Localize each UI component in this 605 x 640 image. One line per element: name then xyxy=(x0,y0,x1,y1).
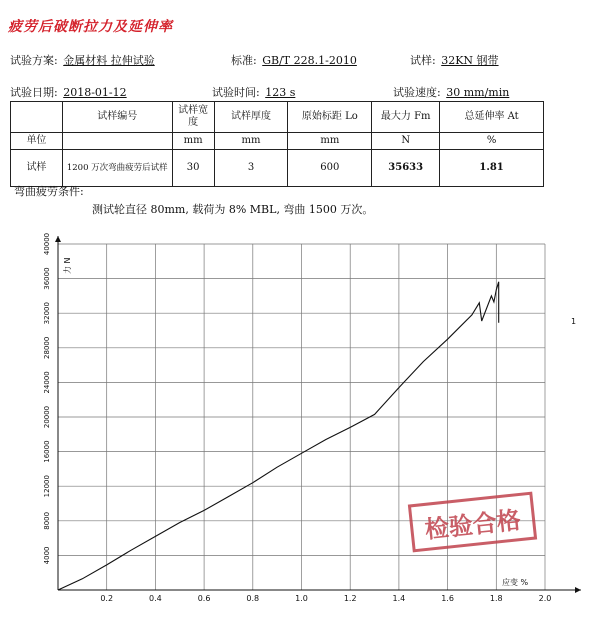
data-cell: 35633 xyxy=(372,150,440,187)
x-tick-label: 1.6 xyxy=(441,594,454,603)
time-label: 试验时间: xyxy=(212,86,260,99)
header-cell: 原始标距 Lo xyxy=(288,102,372,133)
x-tick-label: 0.4 xyxy=(149,594,162,603)
unit-cell: N xyxy=(372,133,440,150)
y-tick-label: 4000 xyxy=(43,546,51,565)
x-tick-label: 1.4 xyxy=(392,594,406,603)
time-value: 123 s xyxy=(265,86,296,99)
corner-cell xyxy=(11,102,63,133)
speed-row xyxy=(393,84,509,100)
y-tick-label: 36000 xyxy=(43,267,51,290)
y-tick-label: 24000 xyxy=(43,371,51,394)
report-title: 疲劳后破断拉力及延伸率 xyxy=(8,19,173,35)
unit-cell: % xyxy=(440,133,544,150)
sample-row xyxy=(410,52,499,68)
x-tick-label: 0.2 xyxy=(100,594,114,603)
standard-label: 标准: xyxy=(231,54,257,67)
speed-label: 试验速度: xyxy=(393,86,441,99)
unit-cell: mm xyxy=(214,133,288,150)
unit-label-cell: 单位 xyxy=(11,133,63,150)
scheme-label: 试验方案: xyxy=(10,54,58,67)
inspection-passed-stamp: 检验合格 xyxy=(408,492,537,553)
unit-cell: mm xyxy=(288,133,372,150)
time-row xyxy=(212,84,295,100)
x-axis-label: 应变 % xyxy=(502,578,529,587)
speed-value: 30 mm/min xyxy=(446,86,510,99)
scheme-value: 金属材料 拉伸试验 xyxy=(63,54,155,67)
unit-cell xyxy=(62,133,172,150)
date-label: 试验日期: xyxy=(10,86,58,99)
table-row xyxy=(11,150,544,187)
header-cell: 最大力 Fm xyxy=(372,102,440,133)
y-tick-label: 32000 xyxy=(43,302,51,325)
standard-row xyxy=(231,52,357,68)
data-cell: 30 xyxy=(172,150,214,187)
unit-cell: mm xyxy=(172,133,214,150)
conditions-text: 测试轮直径 80mm, 载荷为 8% MBL, 弯曲 1500 万次。 xyxy=(92,203,374,216)
y-tick-label: 20000 xyxy=(43,405,51,429)
x-tick-label: 2.0 xyxy=(538,594,552,603)
data-cell: 600 xyxy=(288,150,372,187)
row-label-cell: 试样 xyxy=(11,150,63,187)
y-tick-label: 8000 xyxy=(43,511,51,530)
data-cell: 3 xyxy=(214,150,288,187)
x-tick-label: 1.8 xyxy=(489,594,503,603)
header-cell: 总延伸率 At xyxy=(440,102,544,133)
conditions-title: 弯曲疲劳条件: xyxy=(14,185,84,198)
header-cell: 试样编号 xyxy=(62,102,172,133)
date-value: 2018-01-12 xyxy=(63,86,127,99)
sample-value: 32KN 钢带 xyxy=(441,54,499,67)
scheme-row xyxy=(10,52,155,68)
header-cell: 试样宽度 xyxy=(172,102,214,133)
data-cell: 1200 万次弯曲疲劳后试样 xyxy=(62,150,172,187)
x-tick-label: 0.6 xyxy=(197,594,211,603)
results-table xyxy=(10,101,544,187)
force-strain-chart xyxy=(0,228,605,613)
header-cell: 试样厚度 xyxy=(214,102,288,133)
standard-value: GB/T 228.1-2010 xyxy=(262,54,357,67)
sample-label: 试样: xyxy=(410,54,436,67)
x-tick-label: 1.0 xyxy=(295,594,308,603)
x-tick-label: 1.2 xyxy=(343,594,357,603)
y-tick-label: 12000 xyxy=(43,475,51,498)
table-header-row xyxy=(11,102,544,133)
y-tick-label: 16000 xyxy=(43,440,51,463)
table-unit-row xyxy=(11,133,544,150)
y-tick-label: 28000 xyxy=(43,336,51,359)
chart-annotation: 1 xyxy=(571,317,577,326)
x-tick-label: 0.8 xyxy=(246,594,260,603)
date-row xyxy=(10,84,127,100)
y-tick-label: 40000 xyxy=(43,232,51,256)
y-axis-label: 力 N xyxy=(63,257,72,274)
data-cell: 1.81 xyxy=(440,150,544,187)
